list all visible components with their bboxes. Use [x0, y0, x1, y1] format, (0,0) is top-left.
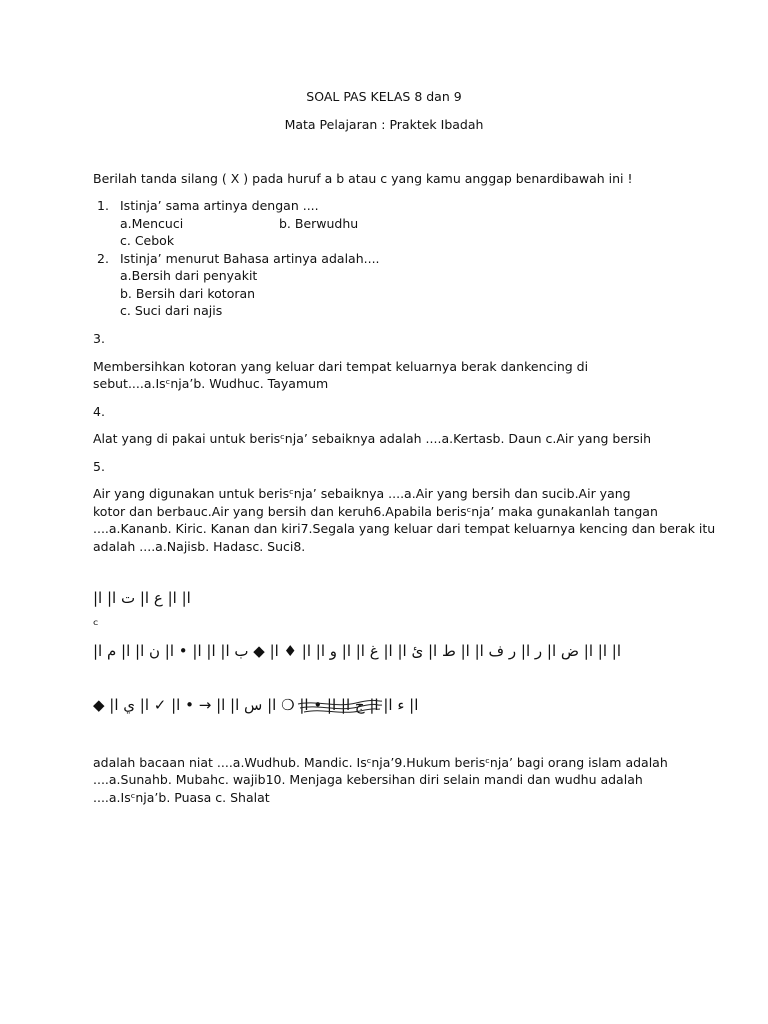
subject-line: Mata Pelajaran : Praktek Ibadah [284, 117, 484, 132]
question-4-text: Alat yang di pakai untuk berisᶜnja’ sebaiknya adalah ....a.Kertasb. Daun c.Air yang bersih [93, 431, 652, 446]
question-3-line-2: sebut....a.Isᶜnja’b. Wudhuc. Tayamum [93, 376, 329, 391]
question-2-text: Istinja’ menurut Bahasa artinya adalah.... [120, 251, 380, 266]
question-1-option-a: a.Mencuci [120, 216, 184, 231]
question-2-option-b: b. Bersih dari kotoran [120, 286, 256, 301]
question-1-option-b: b. Berwudhu [279, 216, 359, 231]
question-1-text: Istinja’ sama artinya dengan .... [120, 198, 319, 213]
document-title: SOAL PAS KELAS 8 dan 9 [306, 89, 462, 104]
question-5-number: 5. [93, 459, 105, 474]
arabic-line-4: ا| ء ا| ا| ج ا| ا| • ا| ❍ ا| س ا| ا| → • ا| ✓ ا| ي ا| ◆ [93, 696, 419, 714]
question-5-line-4: adalah ....a.Najisb. Hadasc. Suci8. [93, 539, 306, 554]
question-4-number: 4. [93, 404, 105, 419]
closing-line-2: ....a.Sunahb. Mubahc. wajib10. Menjaga kebersihan diri selain mandi dan wudhu adalah [93, 772, 643, 787]
arabic-line-1: ا| ا| ع ا| ت ا| ا| [93, 589, 191, 607]
question-1-option-c: c. Cebok [120, 233, 175, 248]
closing-line-3: ....a.Isᶜnja’b. Puasa c. Shalat [93, 790, 270, 805]
arabic-line-3: ا| ا| ا| ض ا| ر ا| ر ف ا| ا| ط ا| ئ ا| ا| غ ا| ا| و ا| ا| ♦ ا| ◆ ب ا| ا| ا| • ا| ن ا| ا| م ا| [93, 642, 621, 660]
question-2-number: 2. [97, 251, 109, 266]
closing-line-1: adalah bacaan niat ....a.Wudhub. Mandic. Isᶜnja’9.Hukum berisᶜnja’ bagi orang islam adalah [93, 755, 668, 770]
instruction-text: Berilah tanda silang ( X ) pada huruf a b atau c yang kamu anggap benardibawah ini ! [93, 171, 633, 186]
question-2-option-a: a.Bersih dari penyakit [120, 268, 258, 283]
question-3-line-1: Membersihkan kotoran yang keluar dari tempat keluarnya berak dankencing di [93, 359, 589, 374]
question-3-number: 3. [93, 331, 105, 346]
question-1-number: 1. [97, 198, 109, 213]
question-5-line-1: Air yang digunakan untuk berisᶜnja’ sebaiknya ....a.Air yang bersih dan sucib.Air yang [93, 486, 631, 501]
question-2-option-c: c. Suci dari najis [120, 303, 223, 318]
arabic-line-2: ᶜ [93, 616, 100, 634]
question-5-line-2: kotor dan berbauc.Air yang bersih dan keruh6.Apabila berisᶜnja’ maka gunakanlah tangan [93, 504, 658, 519]
question-5-line-3: ....a.Kananb. Kiric. Kanan dan kiri7.Segala yang keluar dari tempat keluarnya kencing dan berak itu [93, 521, 716, 536]
wavy-stroke-graphic [296, 698, 384, 718]
